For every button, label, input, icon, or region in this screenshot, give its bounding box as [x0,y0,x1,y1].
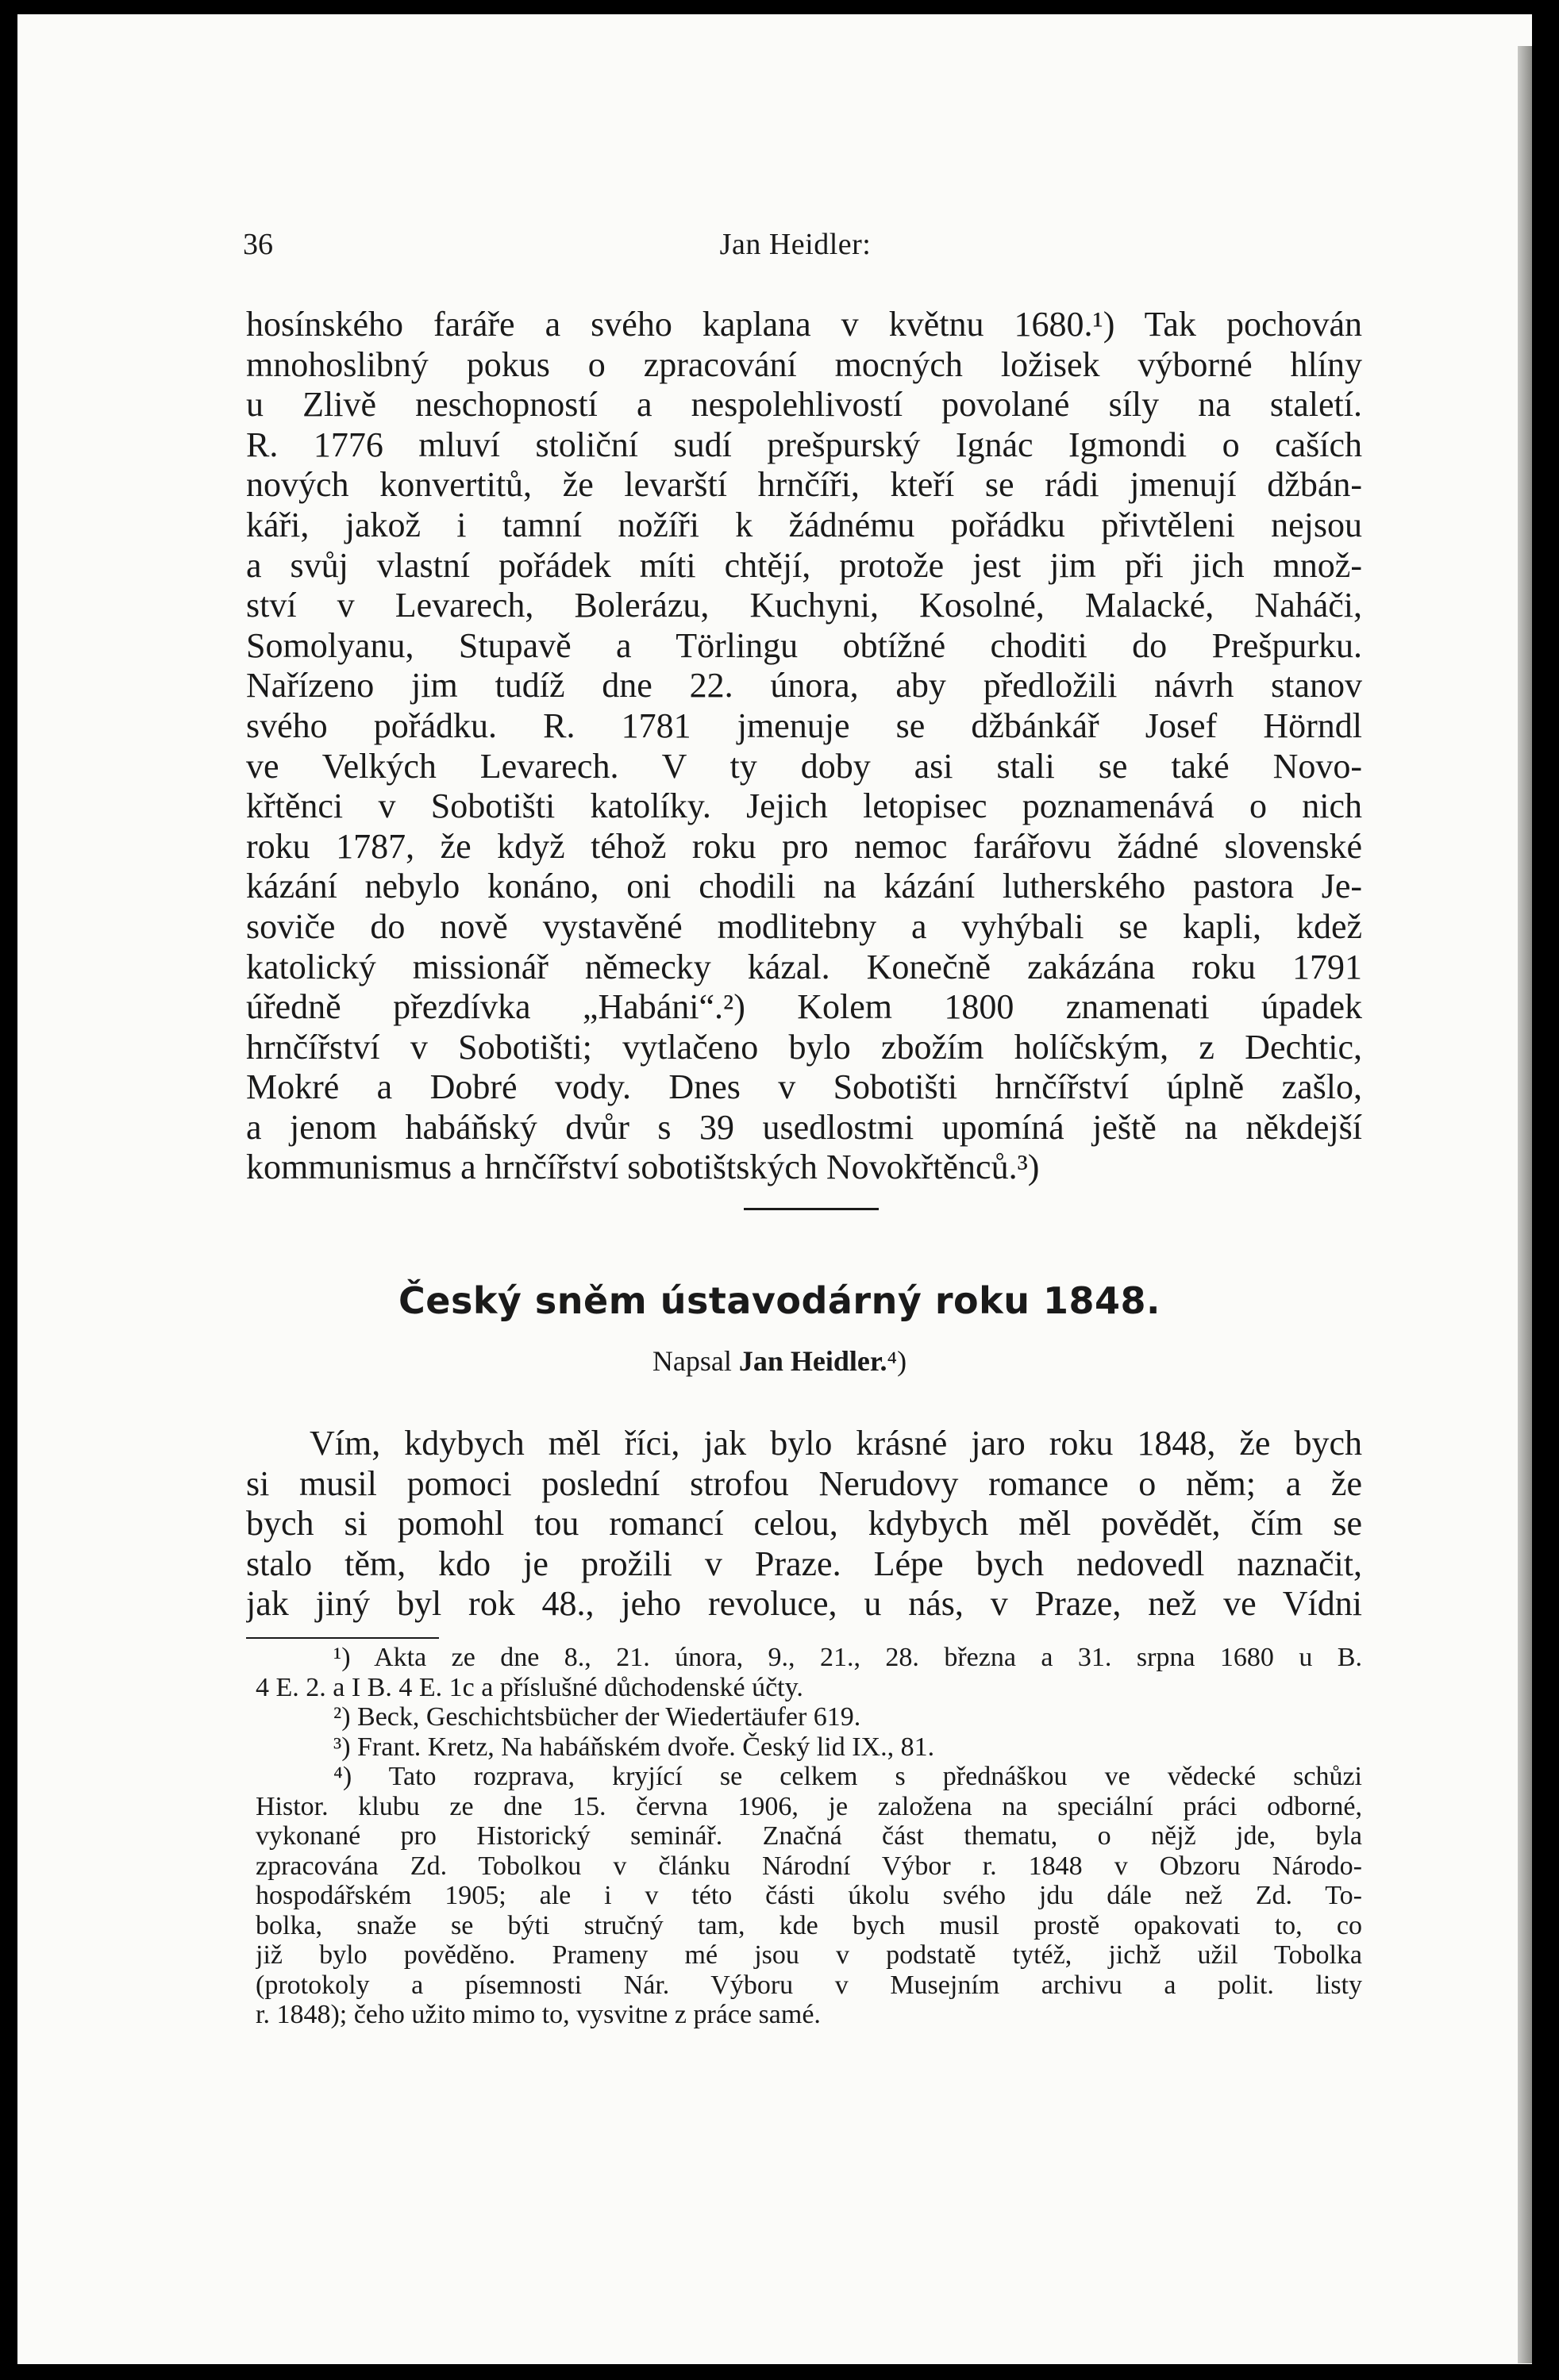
text-line: Somolyanu, Stupavě a Törlingu obtížné choditi do Prešpurku. [246,625,1362,665]
text-line: křtěnci v Sobotišti katolíky. Jejich letopisec poznamenává o nich [246,786,1362,826]
text-line: Vím, kdybych měl říci, jak bylo krásné jaro roku 1848, že bych [310,1424,1362,1463]
footnote-line: (protokoly a písemnosti Nár. Výboru v Musejním archivu a polit. listy [256,1970,1362,2000]
text-line: kázání nebylo konáno, oni chodili na kázání lutherského pastora Je- [246,867,1362,906]
article-title: Český sněm ústavodárný roku 1848. [398,1279,1161,1322]
text-line: a svůj vlastní pořádek míti chtějí, protože jest jim při jich množ- [246,545,1362,585]
running-head: Jan Heidler: [719,228,872,261]
byline-prefix: Napsal [652,1345,732,1377]
text-line: kommunismus a hrnčířství sobotištských Novokřtěnců.³) [246,1148,1040,1187]
text-line: úředně přezdívka „Habáni“.²) Kolem 1800 znamenati úpadek [246,987,1362,1027]
text-line: hosínského faráře a svého kaplana v květnu 1680.¹) Tak pochován [246,305,1362,344]
page-header [229,227,1362,267]
text-line: nových konvertitů, že levarští hrnčíři, kteří se rádi jmenují džbán- [246,465,1362,505]
text-line: jak jiný byl rok 48., jeho revoluce, u nás, v Praze, než ve Vídni [246,1584,1362,1624]
footnote-line: ³) Frant. Kretz, Na habáňském dvoře. Český lid IX., 81. [333,1732,935,1762]
text-line: stalo těm, kdo je prožili v Praze. Lépe bych nedovedl naznačit, [246,1544,1362,1583]
text-line: svého pořádku. R. 1781 jmenuje se džbánkář Josef Hörndl [246,706,1362,745]
text-line: Nařízeno jim tudíž dne 22. února, aby předložili návrh stanov [246,666,1362,706]
article-body [246,1424,1362,1624]
footnotes [256,1643,1362,2030]
text-line: si musil pomoci poslední strofou Nerudovy romance o něm; a že [246,1463,1362,1503]
text-line: u Zlivě neschopností a nespolehlivostí povolané síly na staletí. [246,385,1362,425]
text-line: Mokré a Dobré vody. Dnes v Sobotišti hrnčířství úplně zašlo, [246,1067,1362,1107]
footnote-line: zpracována Zd. Tobolkou v článku Národní Výbor r. 1848 v Obzoru Národo- [256,1851,1362,1881]
text-line: ství v Levarech, Bolerázu, Kuchyni, Kosolné, Malacké, Naháči, [246,586,1362,625]
footnote-rule [246,1637,439,1639]
section-divider [744,1208,879,1210]
footnote-line: r. 1848); čeho užito mimo to, vysvitne z práce samé. [256,2000,821,2029]
text-line: mnohoslibný pokus o zpracování mocných ložisek výborné hlíny [246,344,1362,384]
text-line: hrnčířství v Sobotišti; vytlačeno bylo zbožím holíčským, z Dechtic, [246,1027,1362,1067]
footnote-line: ¹) Akta ze dne 8., 21. února, 9., 21., 28. března a 31. srpna 1680 u B. [333,1643,1362,1672]
text-line: soviče do nově vystavěné modlitebny a vyhýbali se kapli, kdež [246,906,1362,946]
footnote-line: ²) Beck, Geschichtsbücher der Wiedertäufer 619. [333,1702,861,1732]
footnote-line: vykonané pro Historický seminář. Značná část thematu, o nějž jde, byla [256,1821,1362,1851]
continued-text [246,305,1362,1188]
text-line: a jenom habáňský dvůr s 39 usedlostmi upomíná ještě na někdejší [246,1107,1362,1147]
text-line: bych si pomohl tou romancí celou, kdybych měl povědět, čím se [246,1504,1362,1544]
footnote-line: Histor. klubu ze dne 15. června 1906, je založena na speciální práci odborné, [256,1791,1362,1821]
footnote-line: ⁴) Tato rozprava, kryjící se celkem s přednáškou ve vědecké schůzi [333,1762,1362,1791]
author-name: Jan Heidler. [738,1345,887,1377]
text-line: R. 1776 mluví stoliční sudí prešpurský Ignác Igmondi o caších [246,425,1362,464]
page-spine-edge [1518,46,1532,2363]
footnote-line: bolka, snaže se býti stručný tam, kde bych musil prostě opakovati to, co [256,1910,1362,1940]
footnote-line: již bylo pověděno. Prameny mé jsou v podstatě tytéž, jichž užil Tobolka [256,1940,1362,1970]
text-line: ve Velkých Levarech. V ty doby asi stali se také Novo- [246,746,1362,786]
text-line: káři, jakož i tamní nožíři k žádnému pořádku přivtěleni nejsou [246,505,1362,544]
footnote-line: 4 E. 2. a I B. 4 E. 1c a příslušné důchodenské účty. [256,1672,803,1702]
text-line: katolický missionář německy kázal. Konečně zakázána roku 1791 [246,947,1362,986]
article-byline [0,1344,1559,1378]
byline-footnote-ref: ⁴) [887,1345,907,1377]
text-line: roku 1787, že když téhož roku pro nemoc farářovu žádné slovenské [246,826,1362,866]
footnote-line: hospodářském 1905; ale i v této části úkolu svého jdu dále než Zd. To- [256,1881,1362,1910]
page-number: 36 [243,228,273,261]
